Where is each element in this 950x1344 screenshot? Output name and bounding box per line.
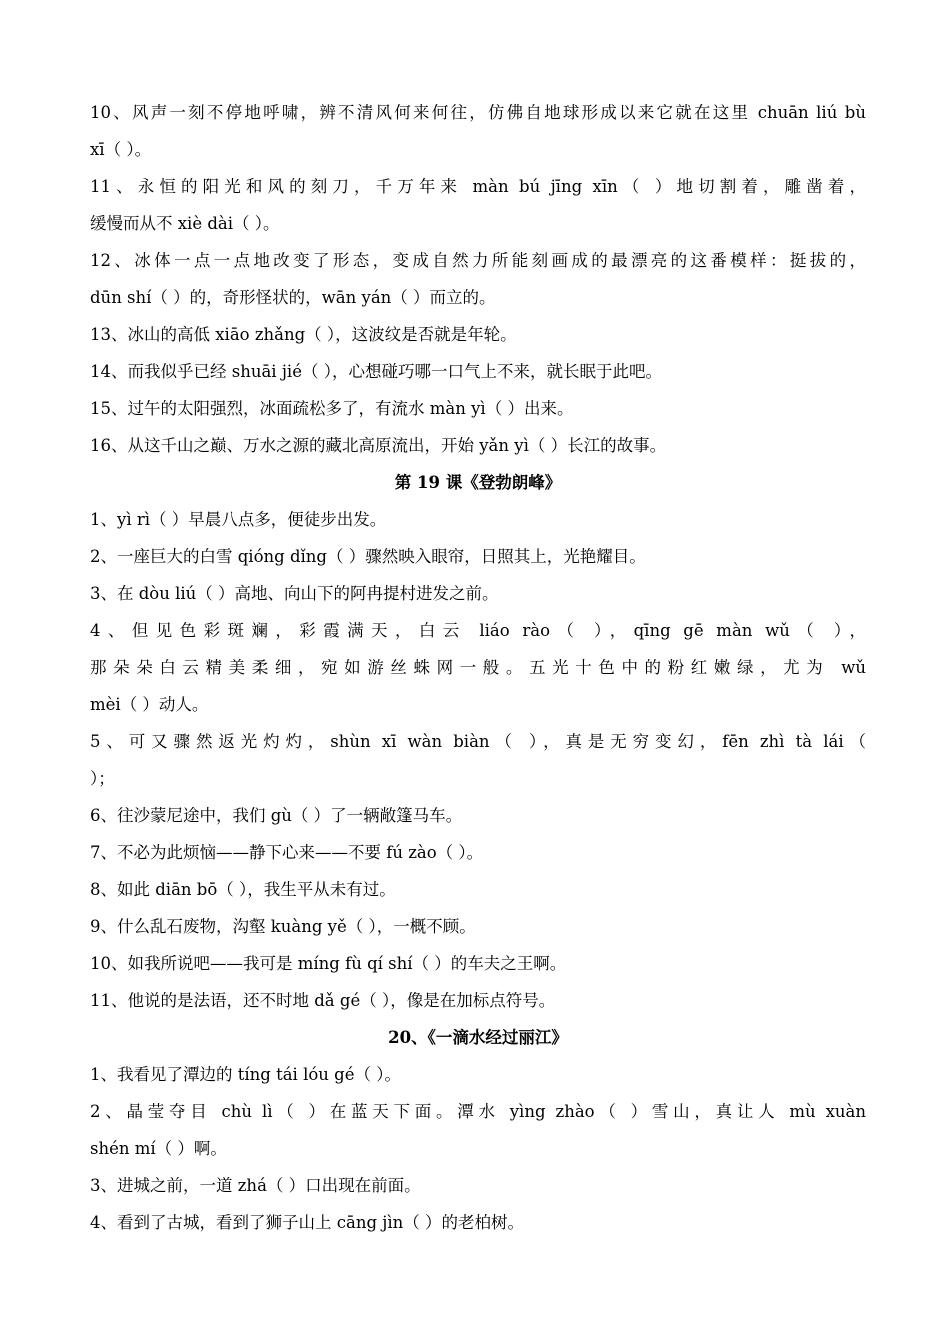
question-line: 5、可又骤然返光灼灼，shùn xī wàn biàn（ ），真是无穷变幻，fēn zhì tà lái（ xyxy=(90,732,866,751)
question-line: shén mí（ ）啊。 xyxy=(90,1139,227,1158)
question-line: 7、不必为此烦恼——静下心来——不要 fú zào（ ）。 xyxy=(90,843,484,862)
question-line: 4、看到了古城，看到了狮子山上 cāng jìn（ ）的老柏树。 xyxy=(90,1213,525,1232)
question-line: 那朵朵白云精美柔细，宛如游丝蛛网一般。五光十色中的粉红嫩绿，尤为 wǔ xyxy=(90,658,866,677)
question-line: ）； xyxy=(90,769,115,788)
question-line: 1、yì rì（ ）早晨八点多，便徒步出发。 xyxy=(90,510,387,529)
question-line: 2、晶莹夺目 chù lì（ ）在蓝天下面。潭水 yìng zhào（ ）雪山，真让人 mù xuàn xyxy=(90,1102,866,1121)
worksheet-page xyxy=(90,94,866,1241)
lesson-20-title: 20、《一滴水经过丽江》 xyxy=(388,1028,568,1047)
question-line: 13、冰山的高低 xiāo zhǎng（ ），这波纹是否就是年轮。 xyxy=(90,325,517,344)
question-line: xī（ ）。 xyxy=(90,140,152,159)
question-line: 15、过午的太阳强烈，冰面疏松多了，有流水 màn yì（ ）出来。 xyxy=(90,399,574,418)
question-line: mèi（ ）动人。 xyxy=(90,695,209,714)
question-line: 3、进城之前，一道 zhá（ ）口出现在前面。 xyxy=(90,1176,421,1195)
question-line: 9、什么乱石废物，沟壑 kuàng yě（ ），一概不顾。 xyxy=(90,917,476,936)
question-line: 6、往沙蒙尼途中，我们 gù（ ）了一辆敞篷马车。 xyxy=(90,806,463,825)
question-line: 8、如此 diān bō（ ），我生平从未有过。 xyxy=(90,880,396,899)
question-line: 16、从这千山之巅、万水之源的藏北高原流出，开始 yǎn yì（ ）长江的故事。 xyxy=(90,436,667,455)
question-line: 11、永恒的阳光和风的刻刀，千万年来 màn bú jīng xīn（ ）地切割着，雕凿着， xyxy=(90,177,866,196)
question-line: 10、风声一刻不停地呼啸，辨不清风何来何往，仿佛自地球形成以来它就在这里 chuān liú bù xyxy=(90,103,866,122)
question-line: 11、他说的是法语，还不时地 dǎ gé（ ），像是在加标点符号。 xyxy=(90,991,556,1010)
question-line: 3、在 dòu liú（ ）高地、向山下的阿冉提村进发之前。 xyxy=(90,584,499,603)
question-line: 缓慢而从不 xiè dài（ ）。 xyxy=(90,214,280,233)
lesson-19-title: 第 19 课《登勃朗峰》 xyxy=(394,473,562,492)
question-line: 14、而我似乎已经 shuāi jié（ ），心想碰巧哪一口气上不来，就长眠于此吧。 xyxy=(90,362,662,381)
question-line: 10、如我所说吧——我可是 míng fù qí shí（ ）的车夫之王啊。 xyxy=(90,954,567,973)
question-line: 4、但见色彩斑斓，彩霞满天，白云 liáo rào（ ），qīng gē màn wǔ（ ）， xyxy=(90,621,866,640)
question-line: dūn shí（ ）的，奇形怪状的，wān yán（ ）而立的。 xyxy=(90,288,496,307)
question-line: 2、一座巨大的白雪 qióng dǐng（ ）骤然映入眼帘，日照其上，光艳耀目。 xyxy=(90,547,646,566)
question-line: 12、冰体一点一点地改变了形态，变成自然力所能刻画成的最漂亮的这番模样：挺拔的， xyxy=(90,251,866,270)
question-line: 1、我看见了潭边的 tíng tái lóu gé（ ）。 xyxy=(90,1065,401,1084)
